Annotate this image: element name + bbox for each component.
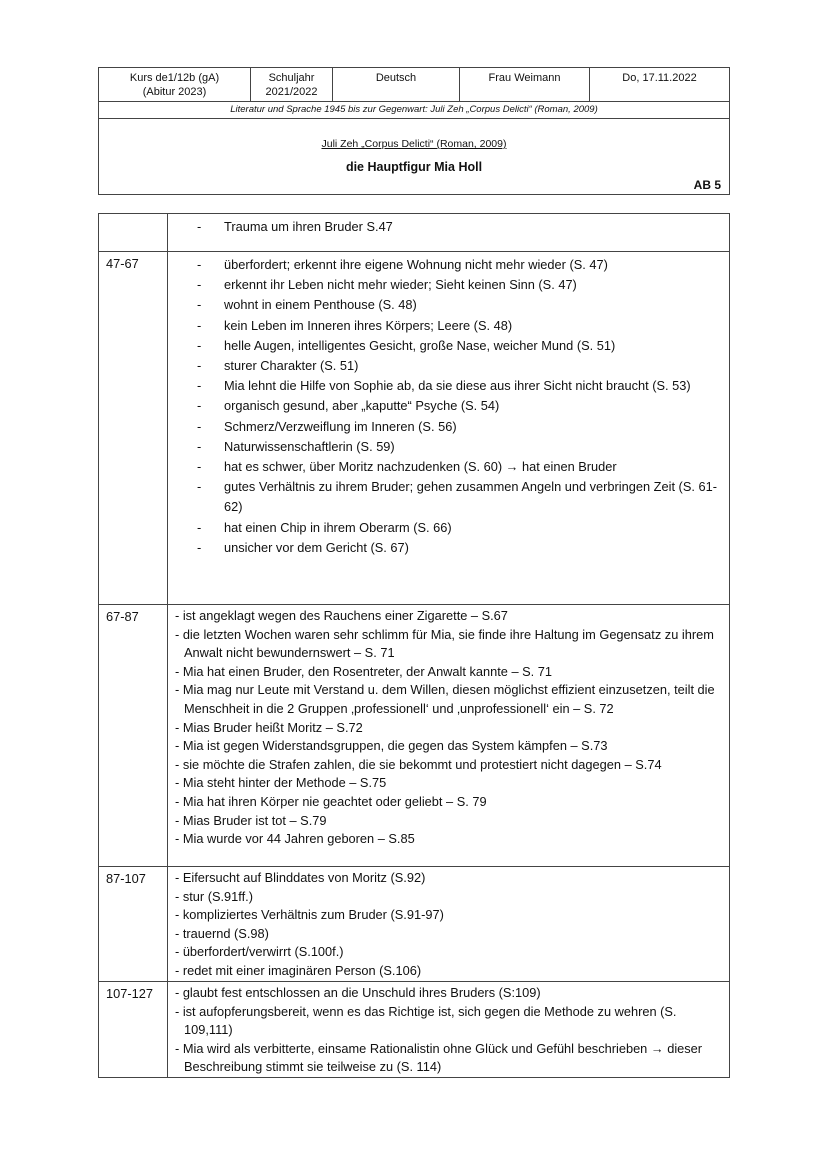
- worksheet-header: [98, 67, 730, 195]
- school-year-cell: [251, 68, 333, 101]
- table-row: [99, 982, 730, 1078]
- list-item: - Mia mag nur Leute mit Verstand u. dem Willen, diesen möglichst effizient einzusetzen, teilt die Menschheit in die 2 Gruppen ‚professionell‘ und ‚unprofessionell‘ ein – S. 72: [175, 682, 715, 716]
- sheet-number: AB 5: [693, 178, 721, 192]
- list-item: - hat einen Chip in ihrem Oberarm (S. 66): [224, 518, 721, 538]
- course-sub-label: (Abitur 2023): [142, 86, 207, 98]
- list-item: - Mias Bruder heißt Moritz – S.72: [175, 719, 363, 735]
- table-row: [99, 867, 730, 982]
- notes-list: [168, 982, 729, 1077]
- character-notes-table: [98, 213, 730, 1078]
- list-item: - Mias Bruder ist tot – S.79: [175, 812, 327, 828]
- list-item: - kompliziertes Verhältnis zum Bruder (S.91-97): [175, 907, 444, 923]
- list-item: - Mia steht hinter der Methode – S.75: [175, 775, 387, 791]
- list-item: - Eifersucht auf Blinddates von Moritz (S.92): [175, 870, 426, 885]
- list-item: - stur (S.91ff.): [175, 888, 253, 904]
- teacher-cell: [460, 68, 590, 101]
- notes-cell: [168, 605, 730, 867]
- list-item: - Schmerz/Verzweiflung im Inneren (S. 56): [224, 417, 721, 437]
- sheet-title: die Hauptfigur Mia Holl: [345, 160, 483, 174]
- list-item: - überfordert/verwirrt (S.100f.): [175, 944, 344, 960]
- list-item: - Mia ist gegen Widerstandsgruppen, die gegen das System kämpfen – S.73: [175, 738, 608, 754]
- notes-cell: [168, 252, 730, 605]
- table-row: [99, 214, 730, 252]
- notes-list: [168, 214, 729, 237]
- unit-subtitle: Literatur und Sprache 1945 bis zur Gegenwart: Juli Zeh „Corpus Delicti“ (Roman, 2009): [99, 102, 729, 119]
- list-item: - helle Augen, intelligentes Gesicht, große Nase, weicher Mund (S. 51): [224, 336, 721, 356]
- list-item: - Mia hat einen Bruder, den Rosentreter, der Anwalt kannte – S. 71: [175, 663, 553, 679]
- list-item: - kein Leben im Inneren ihres Körpers; Leere (S. 48): [224, 316, 721, 336]
- list-item: - Mia wurde vor 44 Jahren geboren – S.85: [175, 831, 415, 847]
- list-item: - glaubt fest entschlossen an die Unschuld ihres Bruders (S:109): [175, 985, 541, 1000]
- list-item: - überfordert; erkennt ihre eigene Wohnung nicht mehr wieder (S. 47): [224, 255, 721, 275]
- list-item: - hat es schwer, über Moritz nachzudenken (S. 60) → hat einen Bruder: [224, 457, 721, 477]
- list-item: - Mia lehnt die Hilfe von Sophie ab, da sie diese aus ihrer Sicht nicht braucht (S. 53): [224, 376, 721, 396]
- header-info-row: [99, 68, 729, 102]
- list-item: - sie möchte die Strafen zahlen, die sie bekommt und protestiert nicht dagegen – S.74: [175, 756, 662, 772]
- list-item: - ist aufopferungsbereit, wenn es das Richtige ist, sich gegen die Methode zu wehren (S. 109,111): [175, 1003, 677, 1038]
- course-cell: [99, 68, 251, 101]
- list-item: - Mia hat ihren Körper nie geachtet oder geliebt – S. 79: [175, 793, 487, 809]
- book-title: Juli Zeh „Corpus Delicti“ (Roman, 2009): [321, 138, 507, 150]
- table-row: [99, 605, 730, 867]
- list-item: - gutes Verhältnis zu ihrem Bruder; gehen zusammen Angeln und verbringen Zeit (S. 61-62): [224, 477, 721, 517]
- notes-list: [168, 867, 729, 981]
- list-item: - Mia wird als verbitterte, einsame Rationalistin ohne Glück und Gefühl beschrieben → dieser Beschreibung stimmt sie teilweise zu (S. 114): [175, 1040, 703, 1075]
- list-item: - wohnt in einem Penthouse (S. 48): [224, 295, 721, 315]
- notes-cell: [168, 982, 730, 1078]
- subject-cell: [333, 68, 460, 101]
- notes-list: [168, 605, 729, 849]
- page-range-cell: 87-107: [99, 867, 168, 982]
- school-year-label: Schuljahr: [268, 72, 315, 84]
- page-range-cell: [99, 214, 168, 252]
- list-item: - organisch gesund, aber „kaputte“ Psyche (S. 54): [224, 396, 721, 416]
- page-range-cell: 47-67: [99, 252, 168, 605]
- teacher-label: Frau Weimann: [488, 72, 561, 84]
- table-row: [99, 252, 730, 605]
- list-item: - die letzten Wochen waren sehr schlimm für Mia, sie finde ihre Haltung im Gegensatz zu ihrem Anwalt nicht bewundernswert – S. 71: [175, 626, 714, 661]
- page-range-cell: 67-87: [99, 605, 168, 867]
- list-item: - ist angeklagt wegen des Rauchens einer Zigarette – S.67: [175, 608, 508, 623]
- notes-cell: [168, 867, 730, 982]
- list-item: - Naturwissenschaftlerin (S. 59): [224, 437, 721, 457]
- list-item: - trauernd (S.98): [175, 925, 269, 941]
- date-cell: [590, 68, 729, 101]
- notes-list: [168, 252, 729, 558]
- list-item: - redet mit einer imaginären Person (S.106): [175, 962, 422, 978]
- course-label: Kurs de1/12b (gA): [129, 72, 220, 84]
- list-item: - Trauma um ihren Bruder S.47: [224, 217, 721, 237]
- table-body: [99, 214, 730, 1078]
- list-item: - unsicher vor dem Gericht (S. 67): [224, 538, 721, 558]
- notes-cell: [168, 214, 730, 252]
- school-year-value: 2021/2022: [265, 86, 318, 98]
- list-item: - erkennt ihr Leben nicht mehr wieder; Sieht keinen Sinn (S. 47): [224, 275, 721, 295]
- page-range-cell: 107-127: [99, 982, 168, 1078]
- list-item: - sturer Charakter (S. 51): [224, 356, 721, 376]
- subject-label: Deutsch: [375, 72, 417, 84]
- date-label: Do, 17.11.2022: [622, 72, 697, 84]
